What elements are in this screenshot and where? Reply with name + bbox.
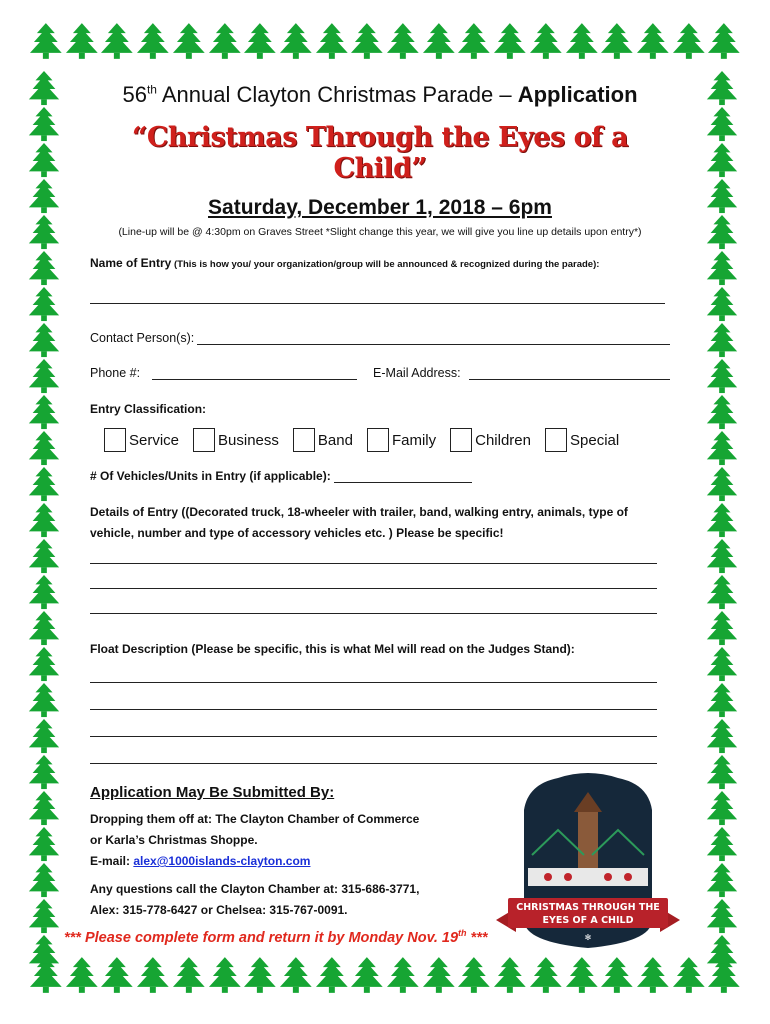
logo-text-1: CHRISTMAS THROUGH THE [516,902,660,913]
checkbox[interactable] [450,428,472,452]
christmas-tree-icon [135,22,171,60]
christmas-tree-icon [704,70,740,106]
phone-email-row [90,365,670,380]
christmas-tree-icon [704,502,740,538]
checkbox[interactable] [293,428,315,452]
christmas-tree-icon [704,142,740,178]
christmas-tree-icon [704,466,740,502]
float-line-1[interactable] [90,681,657,683]
christmas-tree-icon [64,22,100,60]
christmas-tree-icon [528,956,564,994]
float-line-3[interactable] [90,735,657,737]
vehicles-field[interactable] [334,468,472,483]
classification-options [104,428,670,452]
christmas-tree-icon [704,286,740,322]
checkbox-label: Service [129,431,180,449]
christmas-tree-icon [385,956,421,994]
christmas-tree-icon [599,956,635,994]
christmas-tree-icon [135,956,171,994]
christmas-tree-icon [26,466,62,502]
christmas-tree-icon [26,178,62,214]
email-link[interactable]: alex@1000islands-clayton.com [133,854,311,868]
email-label: E-Mail Address: [373,366,461,380]
christmas-tree-icon [99,956,135,994]
details-line-1[interactable] [90,562,657,564]
christmas-tree-icon [456,22,492,60]
christmas-tree-icon [704,214,740,250]
christmas-tree-icon [314,956,350,994]
christmas-tree-icon [704,430,740,466]
christmas-tree-icon [26,358,62,394]
christmas-tree-icon [99,22,135,60]
entry-name-label: Name of Entry (This is how you/ your organization/group will be announced & recognized during the parade): [90,256,600,270]
christmas-tree-icon [314,22,350,60]
christmas-tree-icon [28,22,64,60]
christmas-tree-icon [704,682,740,718]
christmas-tree-icon [704,178,740,214]
christmas-tree-icon [171,956,207,994]
checkbox[interactable] [367,428,389,452]
checkbox[interactable] [545,428,567,452]
christmas-tree-icon [635,956,671,994]
christmas-tree-icon [278,956,314,994]
logo-text-2: EYES OF A CHILD [542,915,634,926]
float-line-4[interactable] [90,762,657,764]
christmas-tree-icon [26,286,62,322]
email-field[interactable] [469,365,670,380]
christmas-tree-icon [207,22,243,60]
christmas-tree-icon [492,956,528,994]
christmas-tree-icon [704,574,740,610]
classification-family[interactable] [367,428,436,452]
details-label-1: Details of Entry ((Decorated truck, 18-wheeler with trailer, band, walking entry, animals, type of [90,505,628,519]
christmas-tree-icon [26,574,62,610]
return-deadline-note: *** Please complete form and return it by Monday Nov. 19th *** [64,928,488,946]
classification-children[interactable] [450,428,531,452]
checkbox-label: Special [570,431,620,449]
submission-email: E-mail: alex@1000islands-clayton.com [90,854,311,868]
christmas-tree-icon [492,22,528,60]
lineup-note: (Line-up will be @ 4:30pm on Graves Street *Slight change this year, we will give you line up details upon entry*) [118,226,642,238]
christmas-tree-icon [385,22,421,60]
christmas-tree-icon [26,70,62,106]
classification-service[interactable] [104,428,179,452]
christmas-tree-icon [456,956,492,994]
christmas-tree-icon [421,22,457,60]
christmas-tree-icon [26,934,62,970]
christmas-tree-icon [704,790,740,826]
christmas-tree-icon [26,862,62,898]
christmas-tree-icon [26,898,62,934]
christmas-tree-icon [704,934,740,970]
christmas-tree-icon [421,956,457,994]
contact-label: Contact Person(s): [90,331,195,345]
christmas-tree-icon [26,646,62,682]
float-line-2[interactable] [90,708,657,710]
questions-line-2: Alex: 315-778-6427 or Chelsea: 315-767-0091. [90,903,348,917]
christmas-tree-icon [242,22,278,60]
christmas-tree-icon [26,718,62,754]
christmas-tree-icon [528,22,564,60]
christmas-tree-icon [278,22,314,60]
parade-date: Saturday, December 1, 2018 – 6pm [208,196,552,219]
christmas-tree-icon [349,22,385,60]
checkbox-label: Children [475,431,531,449]
checkbox[interactable] [104,428,126,452]
christmas-tree-icon [671,22,707,60]
submission-line-2: or Karla’s Christmas Shoppe. [90,833,258,847]
christmas-tree-icon [26,322,62,358]
questions-line-1: Any questions call the Clayton Chamber at: 315-686-3771, [90,882,420,896]
christmas-tree-icon [171,22,207,60]
snowflake-icon: ✻ [584,933,592,942]
tree-border-right [704,70,740,970]
christmas-tree-icon [64,956,100,994]
christmas-tree-icon [26,538,62,574]
christmas-tree-icon [564,22,600,60]
christmas-tree-icon [704,250,740,286]
checkbox-label: Family [391,431,437,449]
christmas-tree-icon [704,358,740,394]
parade-theme: “Christmas Through the Eyes of a Child” [131,122,629,184]
tree-border-top [28,22,742,60]
phone-label: Phone #: [90,366,141,380]
christmas-tree-icon [704,610,740,646]
tree-border-bottom [28,956,742,994]
christmas-tree-icon [26,826,62,862]
christmas-tree-icon [26,250,62,286]
christmas-tree-icon [26,394,62,430]
christmas-tree-icon [26,754,62,790]
classification-special[interactable] [545,428,619,452]
christmas-tree-icon [26,502,62,538]
christmas-tree-icon [704,898,740,934]
christmas-tree-icon [704,754,740,790]
christmas-tree-icon [704,646,740,682]
tree-border-left [26,70,62,970]
christmas-tree-icon [26,610,62,646]
christmas-tree-icon [26,214,62,250]
christmas-tree-icon [635,22,671,60]
christmas-tree-icon [26,790,62,826]
christmas-tree-icon [26,106,62,142]
vehicles-row [90,468,670,483]
christmas-tree-icon [704,718,740,754]
contact-field[interactable] [197,330,670,345]
vehicles-label: # Of Vehicles/Units in Entry (if applicable): [90,469,331,483]
christmas-tree-icon [26,430,62,466]
submission-line-1: Dropping them off at: The Clayton Chamber of Commerce [90,812,420,826]
classification-label: Entry Classification: [90,402,207,416]
submission-heading: Application May Be Submitted By: [90,784,335,801]
christmas-tree-icon [26,142,62,178]
christmas-tree-icon [349,956,385,994]
phone-field[interactable] [152,365,357,380]
checkbox[interactable] [193,428,215,452]
details-label-2: vehicle, number and type of accessory vehicles etc. ) Please be specific! [90,526,504,540]
christmas-tree-icon [564,956,600,994]
checkbox-label: Band [317,431,353,449]
christmas-tree-icon [704,106,740,142]
form-title: 56th Annual Clayton Christmas Parade – Application [122,82,638,107]
christmas-tree-icon [704,826,740,862]
christmas-tree-icon [704,862,740,898]
details-line-3[interactable] [90,612,657,614]
christmas-tree-icon [242,956,278,994]
float-label: Float Description (Please be specific, this is what Mel will read on the Judges Stand): [90,642,575,656]
christmas-tree-icon [706,22,742,60]
christmas-tree-icon [704,394,740,430]
parade-logo [488,770,688,950]
christmas-tree-icon [704,322,740,358]
christmas-tree-icon [704,538,740,574]
christmas-tree-icon [599,22,635,60]
checkbox-label: Business [218,431,279,449]
entry-name-field[interactable] [90,302,665,304]
christmas-tree-icon [207,956,243,994]
contact-row [90,330,670,345]
christmas-tree-icon [26,682,62,718]
classification-band[interactable] [293,428,353,452]
classification-business[interactable] [193,428,279,452]
details-line-2[interactable] [90,587,657,589]
christmas-tree-icon [671,956,707,994]
